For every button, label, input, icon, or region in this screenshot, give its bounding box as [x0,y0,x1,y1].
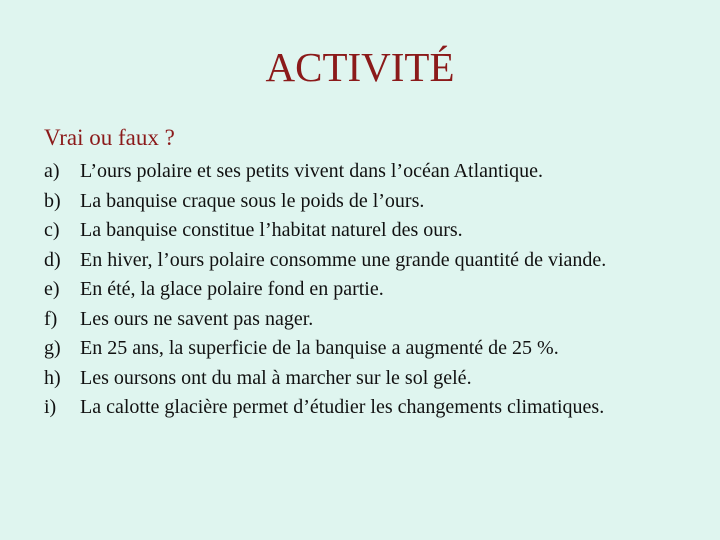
statement-item-d [44,249,684,273]
statement-item-i [44,396,684,420]
statement-marker: b) [44,189,61,212]
statement-marker: f) [44,307,58,330]
statement-item-h [44,367,684,391]
statement-marker: g) [44,337,61,359]
statement-item-b [44,190,684,214]
statement-list [44,160,684,426]
statement-item-c [44,219,684,243]
statement-marker: d) [44,248,61,271]
slide-subtitle: Vrai ou faux ? [44,125,175,150]
statement-text: La banquise constitue l’habitat naturel des ours. [80,219,463,241]
statement-marker: e) [44,278,60,300]
statement-text: La banquise craque sous le poids de l’ours. [80,189,425,212]
statement-item-a [44,160,684,184]
statement-item-f [44,308,684,332]
statement-text: Les oursons ont du mal à marcher sur le sol gelé. [80,366,472,389]
statement-text: En 25 ans, la superficie de la banquise a augmenté de 25 %. [80,337,559,359]
statement-marker: i) [44,396,57,418]
slide-title: ACTIVITÉ [265,44,455,90]
statement-marker: a) [44,160,60,182]
statement-text: La calotte glacière permet d’étudier les changements climatiques. [80,396,605,418]
statement-item-g [44,337,684,361]
statement-text: En hiver, l’ours polaire consomme une grande quantité de viande. [80,248,607,271]
statement-marker: h) [44,366,61,389]
statement-text: L’ours polaire et ses petits vivent dans l’océan Atlantique. [80,160,544,182]
statement-text: Les ours ne savent pas nager. [80,307,314,330]
statement-item-e [44,278,684,302]
statement-text: En été, la glace polaire fond en partie. [80,278,384,300]
statement-marker: c) [44,219,60,241]
